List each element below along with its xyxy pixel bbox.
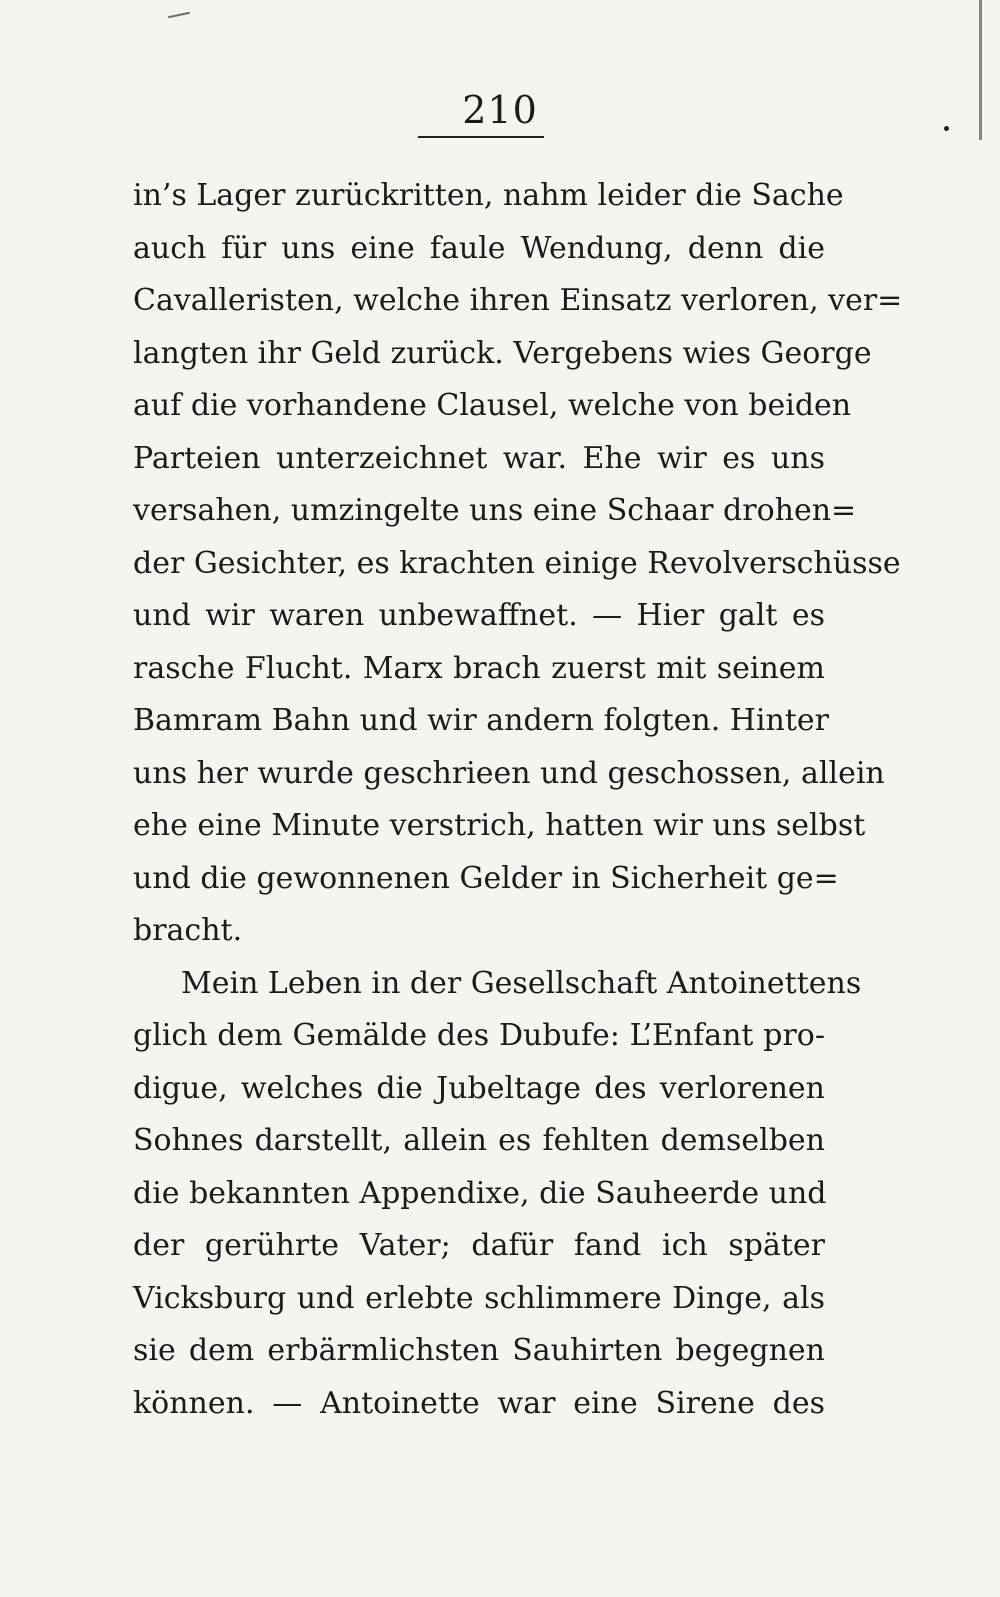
text-line: versahen, umzingelte uns eine Schaar drohen= [133, 493, 857, 528]
body-text [133, 170, 903, 1430]
text-line: Vicksburg und erlebte schlimmere Dinge, als [133, 1280, 825, 1316]
text-line: in’s Lager zurückritten, nahm leider die Sache [133, 178, 844, 213]
text-line: der Gesichter, es krachten einige Revolverschüsse [133, 545, 901, 581]
text-line: Mein Leben in der Gesellschaft Antoinettens [181, 965, 862, 1001]
text-line: auch für uns eine faule Wendung, denn die [133, 230, 825, 266]
text-line: Parteien unterzeichnet war. Ehe wir es uns [133, 440, 825, 476]
text-line: und die gewonnenen Gelder in Sicherheit ge= [133, 860, 839, 896]
text-line: der gerührte Vater; dafür fand ich später [133, 1228, 825, 1263]
text-line: rasche Flucht. Marx brach zuerst mit seinem [133, 650, 825, 686]
text-line: bracht. [133, 913, 243, 948]
text-line: Cavalleristen, welche ihren Einsatz verloren, ver= [133, 283, 903, 318]
scan-artifact-mark [168, 12, 190, 19]
text-line: langten ihr Geld zurück. Vergebens wies George [133, 335, 872, 371]
text-line: die bekannten Appendixe, die Sauheerde und [133, 1175, 827, 1211]
text-line: sie dem erbärmlichsten Sauhirten begegnen [133, 1333, 825, 1368]
text-line: digue, welches die Jubeltage des verlorenen [133, 1070, 825, 1106]
text-line: ehe eine Minute verstrich, hatten wir uns selbst [133, 808, 866, 843]
text-line: Bamram Bahn und wir andern folgten. Hinter [133, 703, 829, 738]
text-line: glich dem Gemälde des Dubufe: L’Enfant pro- [133, 1018, 825, 1053]
text-line: und wir waren unbewaffnet. — Hier galt es [133, 598, 825, 633]
page-number: 210 [462, 88, 538, 132]
text-line: uns her wurde geschrieen und geschossen, allein [133, 755, 885, 791]
text-line: auf die vorhandene Clausel, welche von beiden [133, 388, 852, 423]
text-line: Sohnes darstellt, allein es fehlten demselben [133, 1123, 825, 1158]
text-line: können. — Antoinette war eine Sirene des [133, 1385, 825, 1421]
header-rule [418, 136, 544, 138]
